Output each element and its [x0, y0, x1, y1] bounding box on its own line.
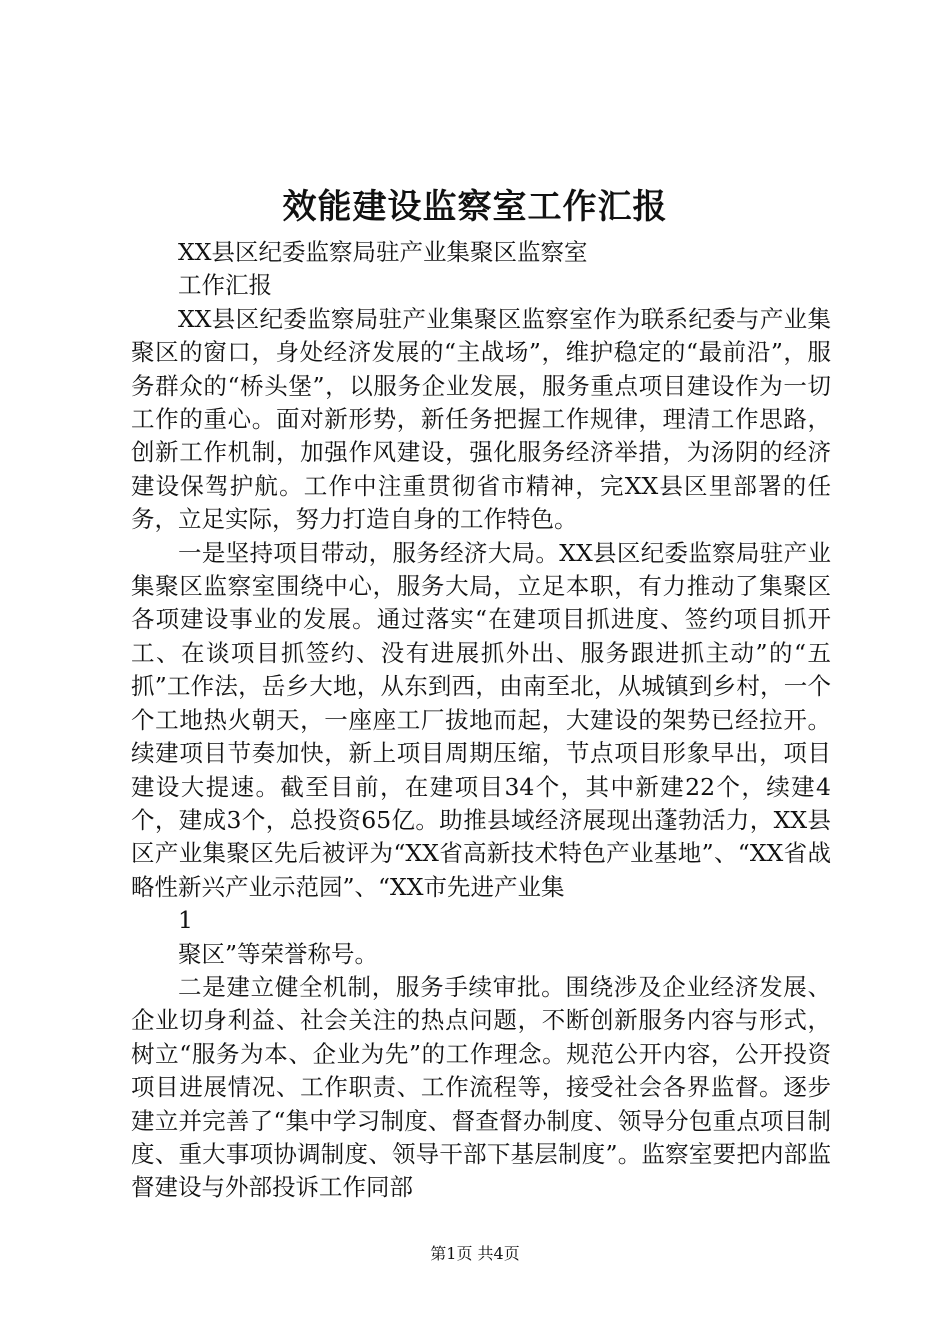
document-title: 效能建设监察室工作汇报	[282, 187, 668, 227]
paragraph-subtitle-org: XX县区纪委监察局驻产业集聚区监察室	[178, 238, 588, 266]
paragraph-continuation: 聚区”等荣誉称号。	[178, 939, 379, 968]
document-body	[131, 236, 831, 1205]
page-break-marker: 1	[178, 906, 193, 935]
paragraph-point-one: 一是坚持项目带动，服务经济大局。XX县区纪委监察局驻产业集聚区监察室围绕中心，服务大局，立足本职，有力推动了集聚区各项建设事业的发展。通过落实“在建项目抓进度、签约项目抓开工、在谈项目抓签约、没有进展抓外出、服务跟进抓主动”的“五抓”工作法，岳乡大地，从东到西，由南至北，从城镇到乡村，一个个工地热火朝天，一座座工厂拔地而起，大建设的架势已经拉开。续建项目节奏加快，新上项目周期压缩，节点项目形象早出，项目建设大提速。截至目前，在建项目34个，其中新建22个，续建4个，建成3个，总投资65亿。助推县域经济展现出蓬勃活力，XX县区产业集聚区先后被评为“XX省高新技术特色产业基地”、“XX省战略性新兴产业示范园”、“XX市先进产业集	[131, 538, 831, 901]
page-footer: 第1页 共4页	[430, 1244, 520, 1263]
paragraph-subtitle-report: 工作汇报	[178, 271, 272, 300]
paragraph-intro: XX县区纪委监察局驻产业集聚区监察室作为联系纪委与产业集聚区的窗口，身处经济发展的“主战场”，维护稳定的“最前沿”，服务群众的“桥头堡”，以服务企业发展，服务重点项目建设作为一切工作的重心。面对新形势，新任务把握工作规律，理清工作思路，创新工作机制，加强作风建设，强化服务经济举措，为汤阴的经济建设保驾护航。工作中注重贯彻省市精神，完XX县区里部署的任务，立足实际，努力打造自身的工作特色。	[131, 304, 831, 534]
paragraph-point-two: 二是建立健全机制，服务手续审批。围绕涉及企业经济发展、企业切身利益、社会关注的热点问题，不断创新服务内容与形式，树立“服务为本、企业为先”的工作理念。规范公开内容，公开投资项目进展情况、工作职责、工作流程等，接受社会各界监督。逐步建立并完善了“集中学习制度、督查督办制度、领导分包重点项目制度、重大事项协调制度、领导干部下基层制度”。监察室要把内部监督建设与外部投诉工作同部	[131, 972, 831, 1202]
